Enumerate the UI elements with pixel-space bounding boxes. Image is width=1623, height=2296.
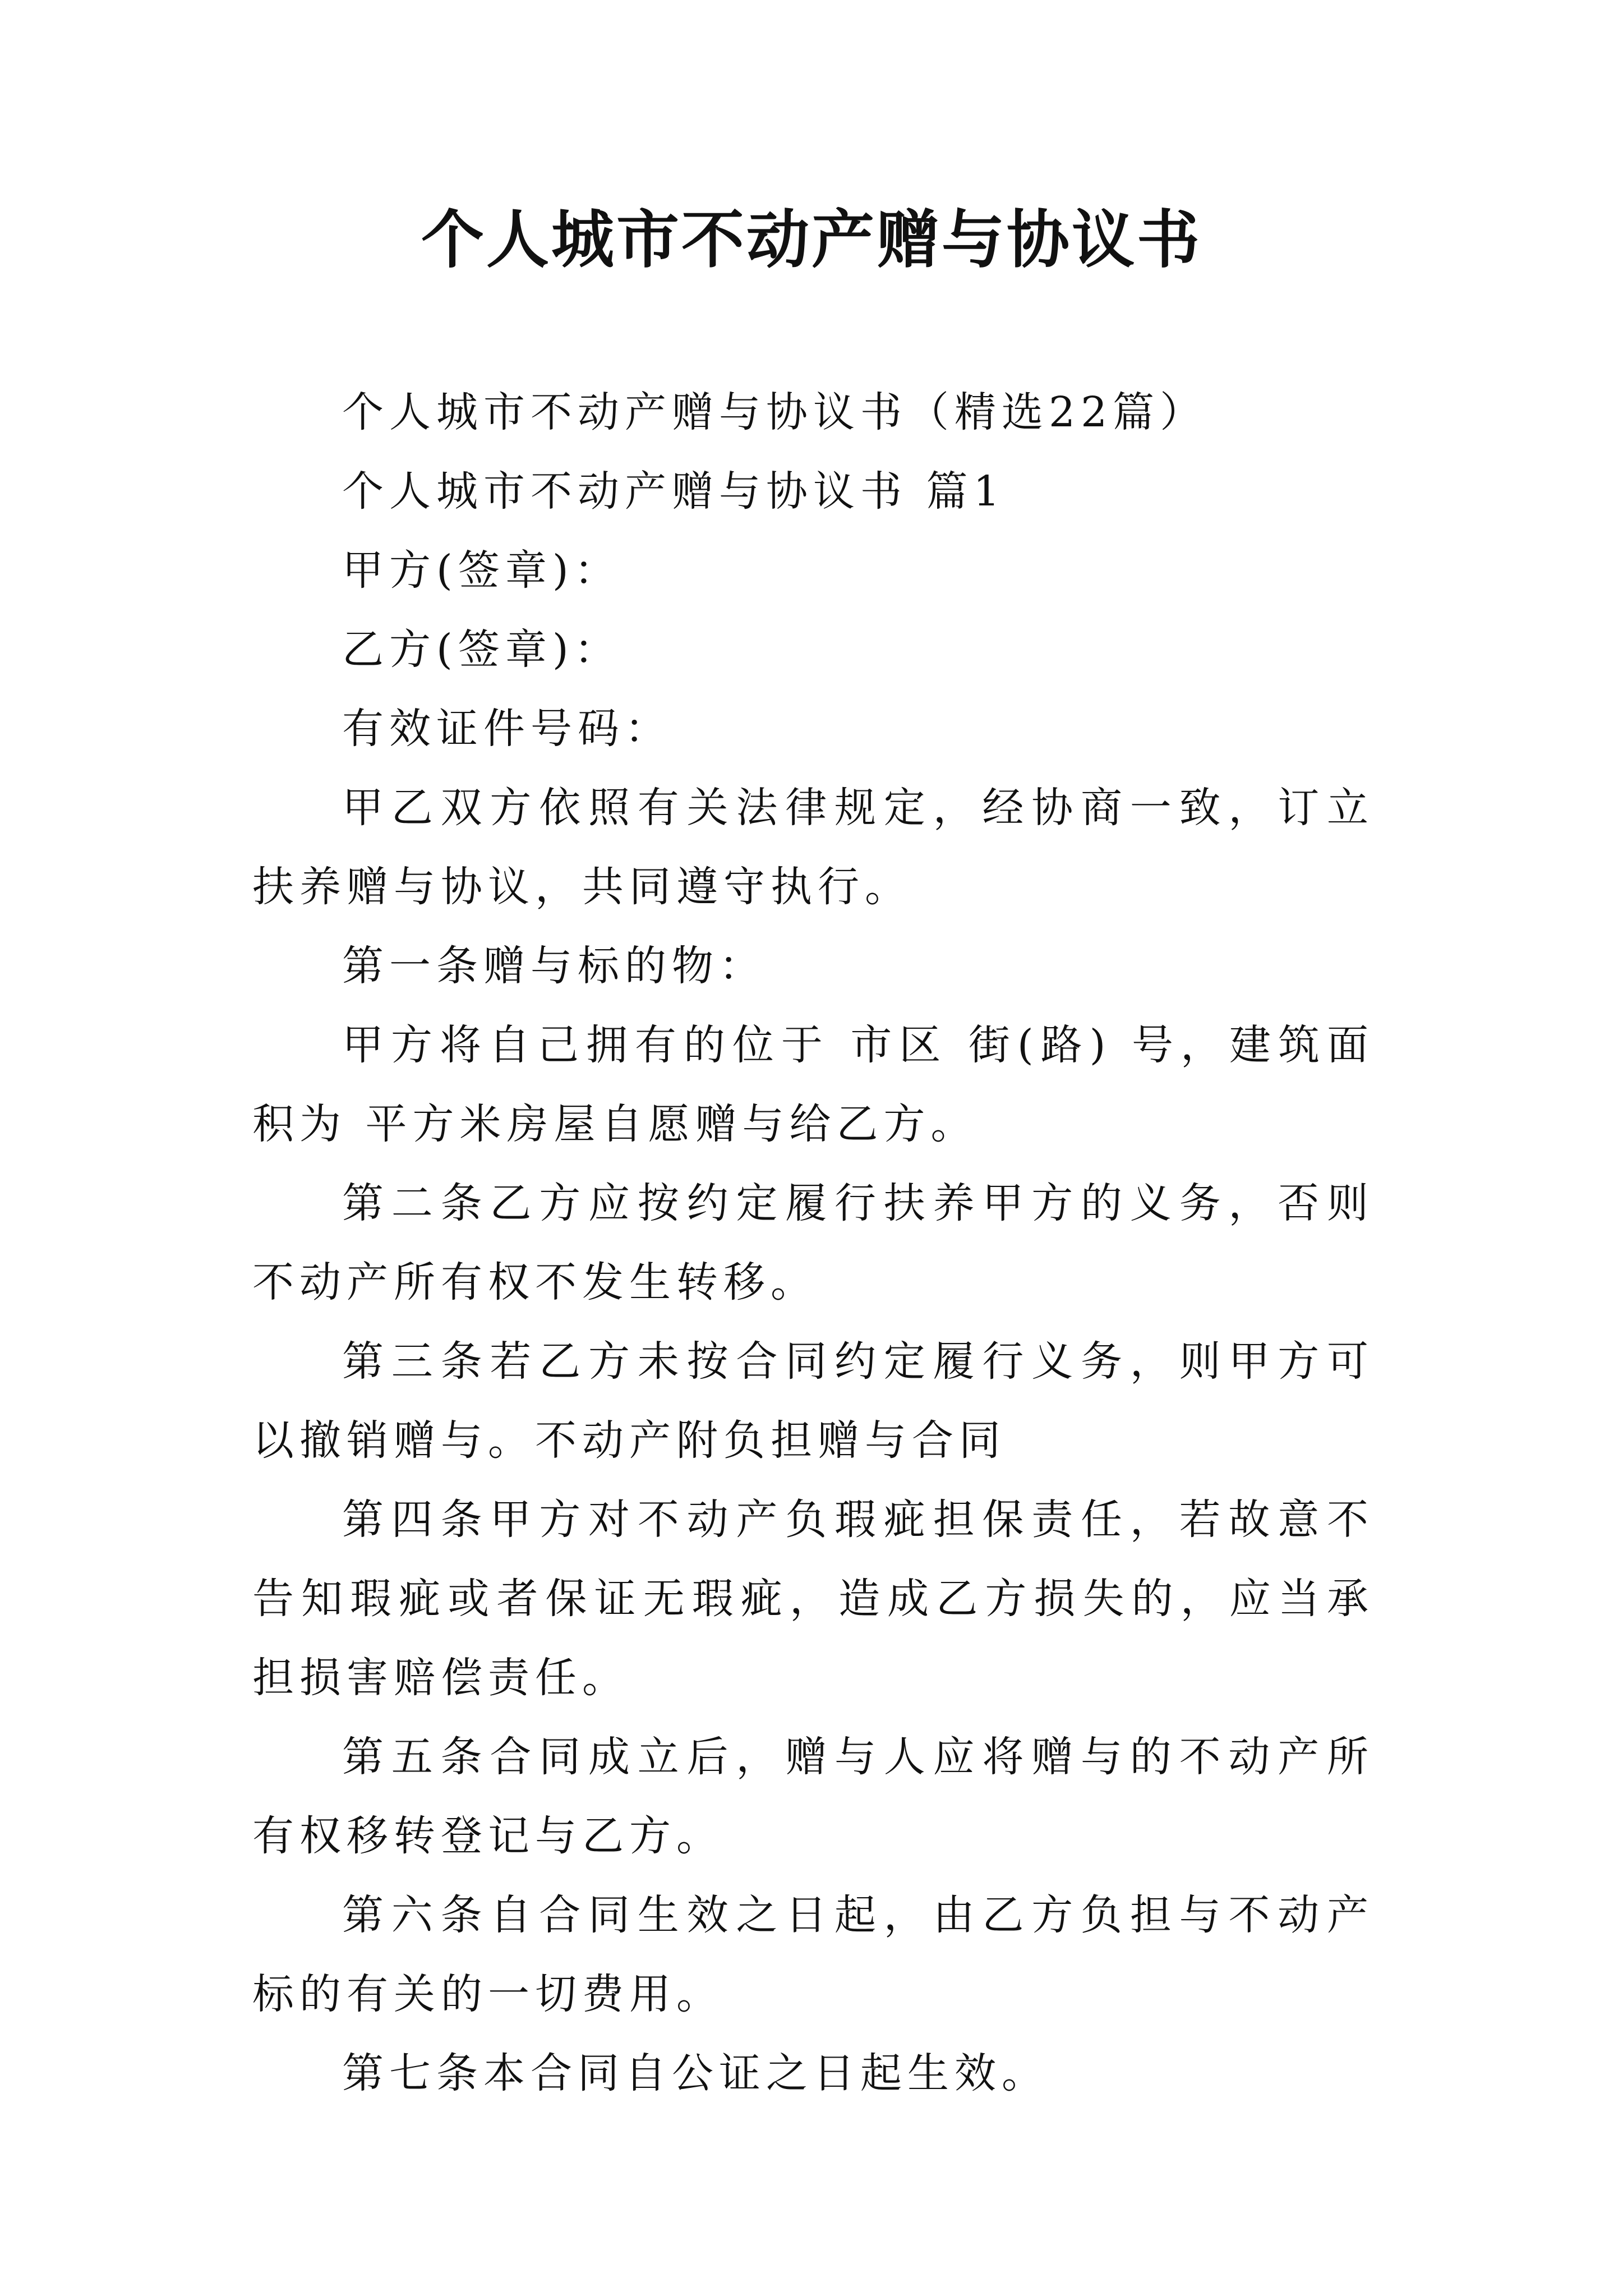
paragraph-article-3: 第三条若乙方未按合同约定履行义务，则甲方可以撤销赠与。不动产附负担赠与合同: [252, 1337, 1374, 1465]
paragraph-article-6: 第六条自合同生效之日起，由乙方负担与不动产标的有关的一切费用。: [252, 1891, 1374, 2018]
paragraph-article-7: 第七条本合同自公证之日起生效。: [342, 2049, 1049, 2097]
paragraph-article-4: 第四条甲方对不动产负瑕疵担保责任，若故意不告知瑕疵或者保证无瑕疵，造成乙方损失的，应当承担损害赔偿责任。: [252, 1496, 1374, 1702]
paragraph-collection-heading: 个人城市不动产赠与协议书（精选22篇）: [342, 388, 1207, 436]
paragraph-article-5: 第五条合同成立后，赠与人应将赠与的不动产所有权移转登记与乙方。: [252, 1733, 1374, 1860]
paragraph-preamble: 甲乙双方依照有关法律规定，经协商一致，订立扶养赠与协议，共同遵守执行。: [252, 784, 1374, 911]
paragraph-id-number: 有效证件号码：: [342, 705, 672, 753]
paragraph-article-1: 第一条赠与标的物：: [342, 942, 766, 990]
paragraph-party-a-signature: 甲方(签章)：: [342, 546, 621, 595]
paragraph-party-b-signature: 乙方(签章)：: [342, 625, 621, 674]
document-title: 个人城市不动产赠与协议书: [421, 203, 1202, 277]
document-body: [252, 373, 1374, 2113]
paragraph-article-1-detail: 甲方将自己拥有的位于 市区 街(路) 号，建筑面积为 平方米房屋自愿赠与给乙方。: [252, 1021, 1374, 1148]
paragraph-article-2: 第二条乙方应按约定履行扶养甲方的义务，否则不动产所有权不发生转移。: [252, 1179, 1374, 1306]
paragraph-section-heading: 个人城市不动产赠与协议书 篇1: [342, 467, 1006, 516]
